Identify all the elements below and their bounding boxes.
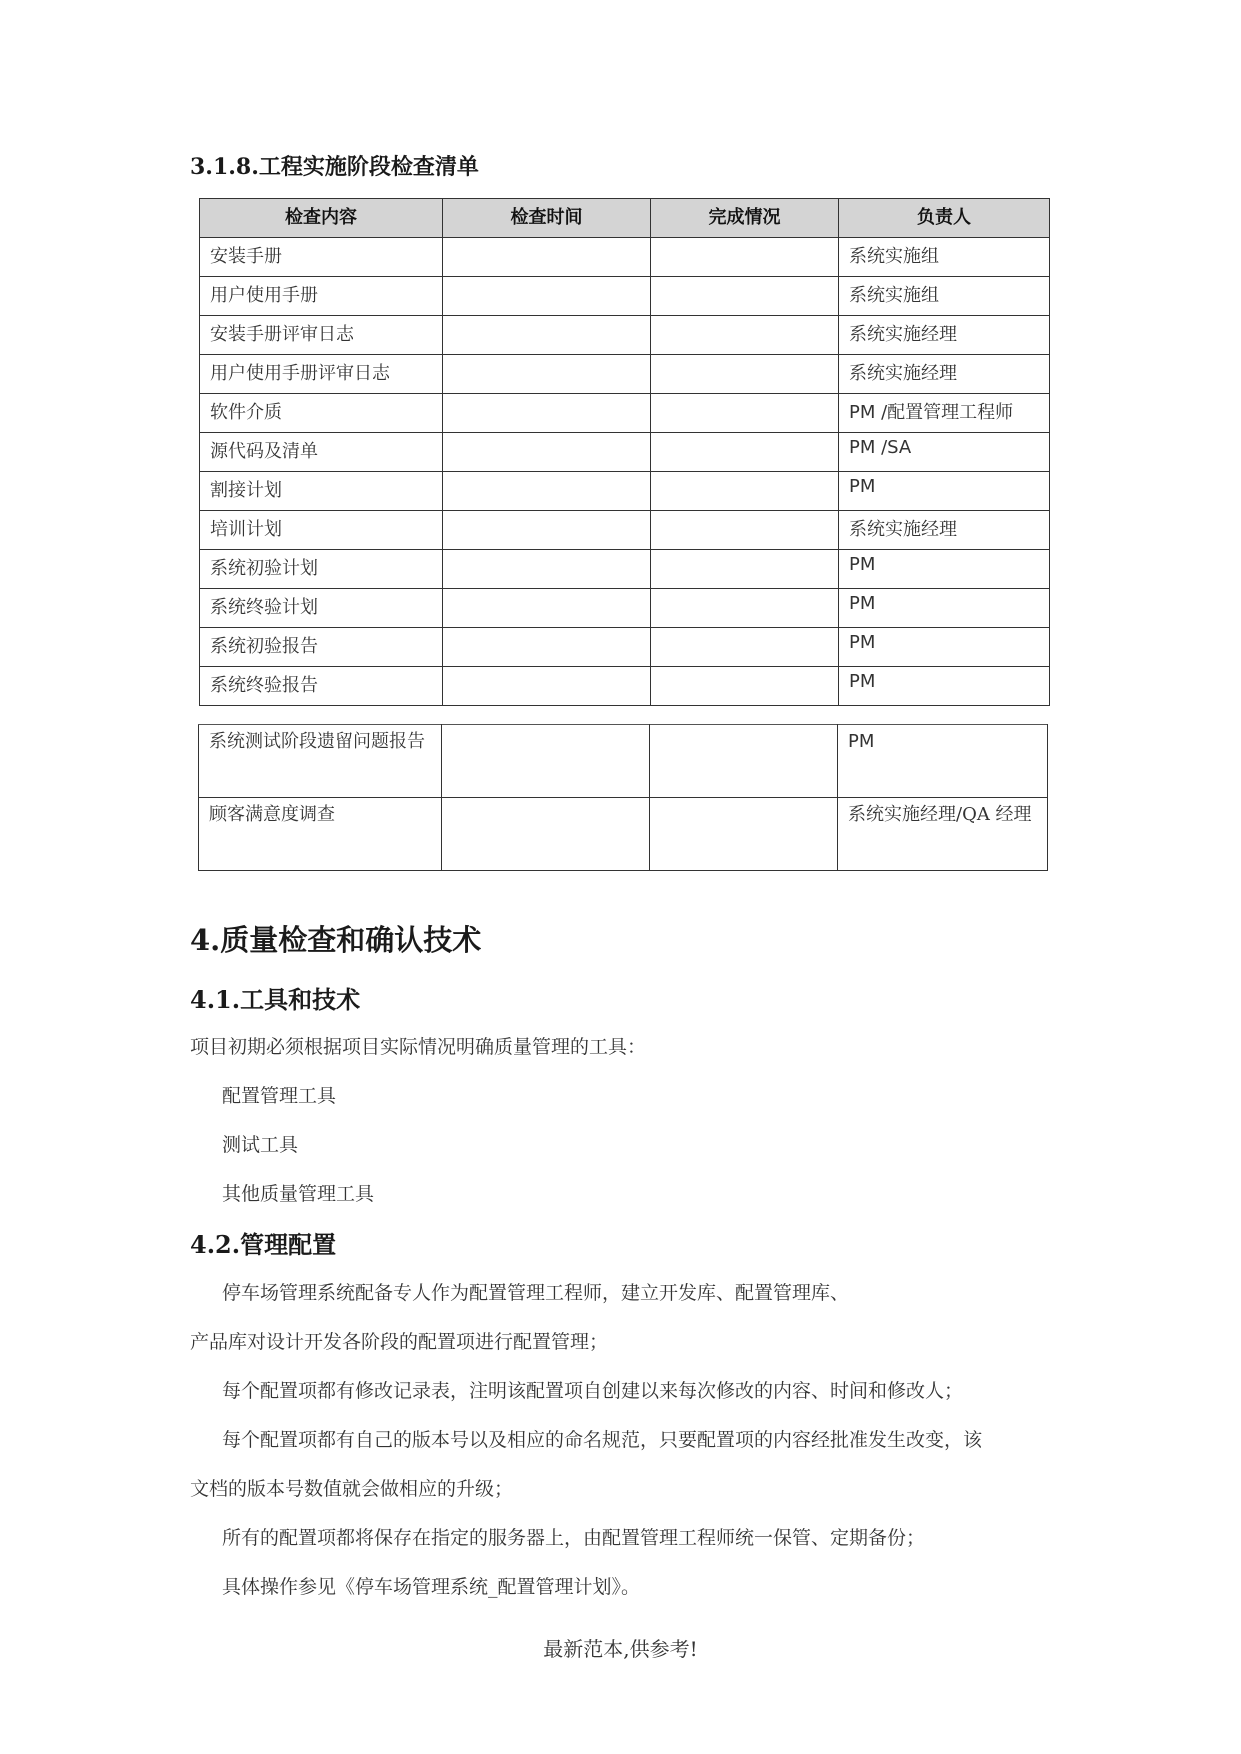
cell-status (651, 433, 839, 472)
cell-status (651, 550, 839, 589)
cell-time (443, 667, 651, 706)
table-header-row (200, 199, 1050, 238)
cell-status (651, 472, 839, 511)
cell-status (651, 667, 839, 706)
table-row (200, 355, 1050, 394)
cell-time (443, 550, 651, 589)
cell-owner: 系统实施经理/QA 经理 (838, 798, 1048, 871)
cell-owner: PM (839, 472, 1050, 511)
checklist-table (199, 198, 1050, 706)
cell-time (443, 355, 651, 394)
section-4-heading: 4.质量检查和确认技术 (190, 923, 482, 957)
cell-owner: 系统实施经理 (839, 355, 1050, 394)
cell-status (651, 238, 839, 277)
paragraph-3-line-2: 文档的版本号数值就会做相应的升级； (190, 1478, 514, 1500)
paragraph-1-line-2: 产品库对设计开发各阶段的配置项进行配置管理； (190, 1331, 609, 1353)
cell-status (651, 511, 839, 550)
paragraph-3-line-1: 每个配置项都有自己的版本号以及相应的命名规范，只要配置项的内容经批准发生改变，该 (222, 1429, 983, 1451)
cell-content: 安装手册 (200, 238, 443, 277)
table-continued-row (199, 725, 1048, 798)
cell-content: 割接计划 (200, 472, 443, 511)
cell-time (443, 238, 651, 277)
cell-owner: PM (839, 550, 1050, 589)
cell-time (443, 628, 651, 667)
cell-owner: PM /SA (839, 433, 1050, 472)
footer-note: 最新范本,供参考! (543, 1637, 698, 1661)
cell-owner: 系统实施组 (839, 277, 1050, 316)
cell-content: 培训计划 (200, 511, 443, 550)
cell-status (650, 725, 838, 798)
cell-status (651, 316, 839, 355)
cell-owner: 系统实施组 (839, 238, 1050, 277)
cell-status (651, 589, 839, 628)
cell-content: 顾客满意度调查 (199, 798, 442, 871)
cell-time (443, 394, 651, 433)
tool-item-other: 其他质量管理工具 (222, 1183, 375, 1205)
paragraph-4: 所有的配置项都将保存在指定的服务器上，由配置管理工程师统一保管、定期备份； (222, 1527, 926, 1549)
table-row (200, 238, 1050, 277)
table-row (200, 316, 1050, 355)
column-header-status: 完成情况 (651, 199, 839, 238)
cell-status (651, 394, 839, 433)
cell-time (443, 589, 651, 628)
cell-owner: 系统实施经理 (839, 316, 1050, 355)
paragraph-5: 具体操作参见《停车场管理系统_配置管理计划》。 (222, 1576, 641, 1598)
section-4-2-heading: 4.2.管理配置 (190, 1230, 337, 1259)
cell-content: 软件介质 (200, 394, 443, 433)
table-row (200, 511, 1050, 550)
cell-owner: PM (839, 667, 1050, 706)
section-4-1-intro: 项目初期必须根据项目实际情况明确质量管理的工具： (190, 1036, 647, 1058)
cell-time (443, 316, 651, 355)
table-row (200, 550, 1050, 589)
cell-time (443, 511, 651, 550)
table-row (200, 628, 1050, 667)
cell-status (650, 798, 838, 871)
cell-owner: PM (839, 628, 1050, 667)
tool-item-test: 测试工具 (222, 1134, 299, 1156)
column-header-owner: 负责人 (839, 199, 1050, 238)
column-header-content: 检查内容 (200, 199, 443, 238)
table-row (200, 433, 1050, 472)
cell-content: 源代码及清单 (200, 433, 443, 472)
cell-owner: PM (839, 589, 1050, 628)
cell-content: 用户使用手册评审日志 (200, 355, 443, 394)
cell-time (443, 472, 651, 511)
cell-owner: PM /配置管理工程师 (839, 394, 1050, 433)
table-row (200, 277, 1050, 316)
cell-status (651, 277, 839, 316)
cell-time (442, 798, 650, 871)
table-row (200, 394, 1050, 433)
cell-content: 用户使用手册 (200, 277, 443, 316)
tool-item-config: 配置管理工具 (222, 1085, 337, 1107)
paragraph-1-line-1: 停车场管理系统配备专人作为配置管理工程师，建立开发库、配置管理库、 (222, 1282, 850, 1304)
table-row (200, 667, 1050, 706)
cell-content: 安装手册评审日志 (200, 316, 443, 355)
section-4-1-heading: 4.1.工具和技术 (190, 985, 361, 1014)
table-row (200, 472, 1050, 511)
cell-status (651, 355, 839, 394)
cell-content: 系统初验报告 (200, 628, 443, 667)
table-row (200, 589, 1050, 628)
cell-time (443, 433, 651, 472)
cell-time (443, 277, 651, 316)
cell-time (442, 725, 650, 798)
cell-content: 系统初验计划 (200, 550, 443, 589)
cell-owner: PM (838, 725, 1048, 798)
cell-content: 系统终验报告 (200, 667, 443, 706)
cell-content: 系统终验计划 (200, 589, 443, 628)
paragraph-2: 每个配置项都有修改记录表，注明该配置项自创建以来每次修改的内容、时间和修改人； (222, 1380, 964, 1402)
checklist-table-continued (198, 724, 1048, 871)
table-continued-row (199, 798, 1048, 871)
cell-owner: 系统实施经理 (839, 511, 1050, 550)
cell-status (651, 628, 839, 667)
cell-content: 系统测试阶段遗留问题报告 (199, 725, 442, 798)
section-3-1-8-heading: 3.1.8.工程实施阶段检查清单 (190, 154, 479, 180)
column-header-time: 检查时间 (443, 199, 651, 238)
